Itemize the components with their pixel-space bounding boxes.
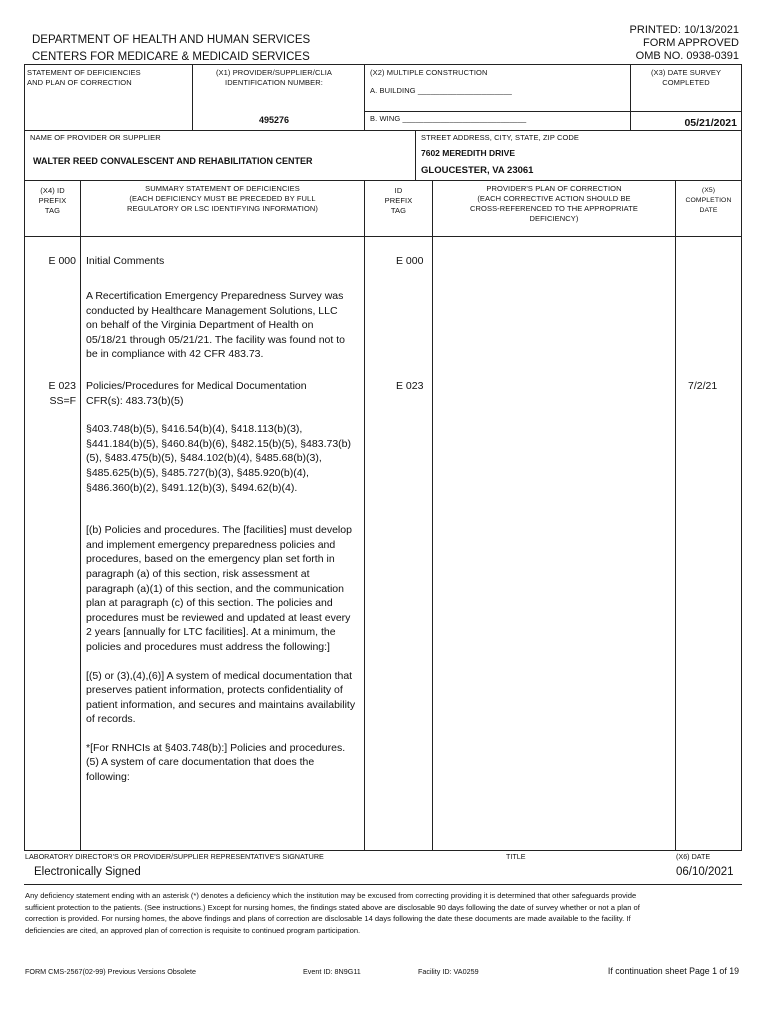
disclaimer-text: Any deficiency statement ending with an asterisk (*) denotes a deficiency which the institution may be excused from correcting providing it is determined that other safeguards provide sufficient protection to the patients. (See instructions.) Except for nursing homes, the findings stated above are disclosable 90 days following the date of survey whether or not a plan of correction is provided. For nursing homes, the above findings and plans of correction are disclosable 14 days following the date these documents are made available to the facility. If deficiencies are cited, an approved plan of correction is requisite to continued program participation.: [25, 891, 640, 935]
rule: [24, 884, 742, 885]
statement-label: STATEMENT OF DEFICIENCIES AND PLAN OF CORRECTION: [27, 68, 141, 87]
summary-header: SUMMARY STATEMENT OF DEFICIENCIES (EACH DEFICIENCY MUST BE PRECEDED BY FULL REGULATORY OR LSC IDENTIFYING INFORMATION): [126, 184, 319, 213]
page-indicator: If continuation sheet Page 1 of 19: [607, 966, 739, 976]
rule: [432, 180, 433, 850]
rule: [415, 130, 416, 180]
survey-completed-date: 05/21/2021: [684, 117, 737, 129]
rule: [675, 180, 676, 850]
agency-title: CENTERS FOR MEDICARE & MEDICAID SERVICES: [32, 51, 310, 63]
completion-header: (X5) COMPLETION DATE: [685, 187, 732, 214]
title-label: TITLE: [506, 852, 526, 861]
rule: [24, 64, 742, 65]
x2-label: (X2) MULTIPLE CONSTRUCTION: [370, 68, 488, 77]
form-approved: FORM APPROVED: [643, 37, 739, 49]
address-city: GLOUCESTER, VA 23061: [421, 165, 534, 176]
plan-header: PROVIDER'S PLAN OF CORRECTION (EACH CORRECTIVE ACTION SHOULD BE CROSS-REFERENCED TO THE APPROPRIATE DEFICIENCY): [470, 184, 638, 223]
provider-name: WALTER REED CONVALESCENT AND REHABILITATION CENTER: [33, 156, 313, 166]
rnhci-paragraph: *[For RNHCIs at §403.748(b):] Policies and procedures. (5) A system of care documentation that does the following:: [86, 741, 346, 784]
omb-number: OMB NO. 0938-0391: [635, 50, 739, 62]
documentation-paragraph: [(5) or (3),(4),(6)] A system of medical documentation that preserves patient information, protects confidentiality of patient information, and secures and maintains availability of records.: [86, 669, 356, 726]
electronic-signature: Electronically Signed: [34, 866, 141, 878]
signature-date-label: (X6) DATE: [676, 852, 711, 861]
x3-label: (X3) DATE SURVEY COMPLETED: [650, 68, 722, 87]
event-id: Event ID: 8N9G11: [303, 967, 361, 976]
provider-name-label: NAME OF PROVIDER OR SUPPLIER: [30, 133, 161, 142]
id-header: ID PREFIX TAG: [384, 186, 413, 215]
rule: [364, 180, 365, 850]
address-street: 7602 MEREDITH DRIVE: [421, 148, 515, 158]
regulation-references: §403.748(b)(5), §416.54(b)(4), §418.113(b)(3), §441.184(b)(5), §460.84(b)(6), §482.15(b)(5), §483.73(b)(5), §483.475(b)(5), §484.102(b)(4), §485.68(b)(3), §485.625(b)(5), §485.727(b)(3), §485.920(b)(4), §486.360(b)(2), §491.12(b)(3), §494.62(b)(4).: [86, 423, 351, 494]
rule: [741, 64, 742, 850]
rule: [364, 64, 365, 130]
signature-date: 06/10/2021: [676, 866, 734, 878]
rule: [364, 111, 742, 112]
rule: [192, 64, 193, 130]
completion-date: 7/2/21: [688, 380, 718, 392]
printed-date: PRINTED: 10/13/2021: [629, 24, 739, 36]
building-field: A. BUILDING ______________________: [370, 86, 512, 95]
policies-paragraph: [(b) Policies and procedures. The [facilities] must develop and implement emergency preparedness policies and procedures, based on the emergency plan set forth in paragraph (a) of this section, risk assessment at paragraph (a)(1) of this section, and the communication plan at paragraph (c) of this section. The policies and procedures must be reviewed and updated at least every 2 years [annually for LTC facilities]. At a minimum, the policies and procedures must address the following:]: [86, 524, 352, 653]
initial-comments-title: Initial Comments: [86, 255, 165, 267]
rule: [24, 64, 25, 850]
deficiency-detail: Policies/Procedures for Medical Documentation CFR(s): 483.73(b)(5) §403.748(b)(5), §416.54(b)(4), §418.113(b)(3), §441.184(b)(5), §460.84(b)(6), §482.15(b)(5), §483.73(b)(5), §483.475(b)(5), §484.102(b)(4), §485.68(b)(3), §485.625(b)(5), §485.727(b)(3), §485.920(b)(4), §486.360(b)(2), §491.12(b)(3), §494.62(b)(4). [(b) Policies and procedures. The [facilities] must develop and implement emergency preparedness policies and procedures, based on the emergency plan set forth in paragraph (a) of this section, risk assessment at paragraph (a)(1) of this section, and the communication plan at paragraph (c) of this section. The policies and procedures must be reviewed and updated at least every 2 years [annually for LTC facilities]. At a minimum, the policies and procedures must address the following:] [(5) or (3),(4),(6)] A system of medical documentation that preserves patient information, protects confidentiality of patient information, and secures and maintains availability of records. *[For RNHCIs at §403.748(b):] Policies and procedures. (5) A system of care documentation that does the following:: [86, 380, 356, 784]
department-title: DEPARTMENT OF HEALTH AND HUMAN SERVICES: [32, 34, 311, 46]
rule: [24, 850, 742, 851]
rule: [24, 130, 742, 131]
provider-id-number: 495276: [258, 115, 290, 125]
wing-field: B. WING _____________________________: [370, 114, 527, 123]
scope-severity: SS=F: [49, 395, 76, 407]
address-label: STREET ADDRESS, CITY, STATE, ZIP CODE: [421, 133, 580, 142]
survey-intro-text: A Recertification Emergency Preparedness Survey was conducted by Healthcare Management Solutions, LLC on behalf of the Virginia Department of Health on 05/18/21 through 05/21/21. The facility was found not to be in compliance with 42 CFR 483.73.: [86, 290, 345, 361]
x4-header: (X4) ID PREFIX TAG: [38, 186, 67, 215]
x1-label: (X1) PROVIDER/SUPPLIER/CLIA IDENTIFICATION NUMBER:: [215, 68, 333, 87]
rule: [24, 236, 742, 237]
form-number: FORM CMS-2567(02-99) Previous Versions Obsolete: [25, 967, 196, 976]
tag-e023-right: E 023: [396, 380, 424, 392]
tag-e000-right: E 000: [396, 255, 424, 267]
rule: [80, 180, 81, 850]
signature-label: LABORATORY DIRECTOR'S OR PROVIDER/SUPPLIER REPRESENTATIVE'S SIGNATURE: [25, 852, 324, 861]
tag-e000: E 000: [48, 255, 76, 267]
tag-e023: E 023: [48, 380, 76, 392]
facility-id: Facility ID: VA0259: [418, 967, 479, 976]
rule: [24, 180, 742, 181]
